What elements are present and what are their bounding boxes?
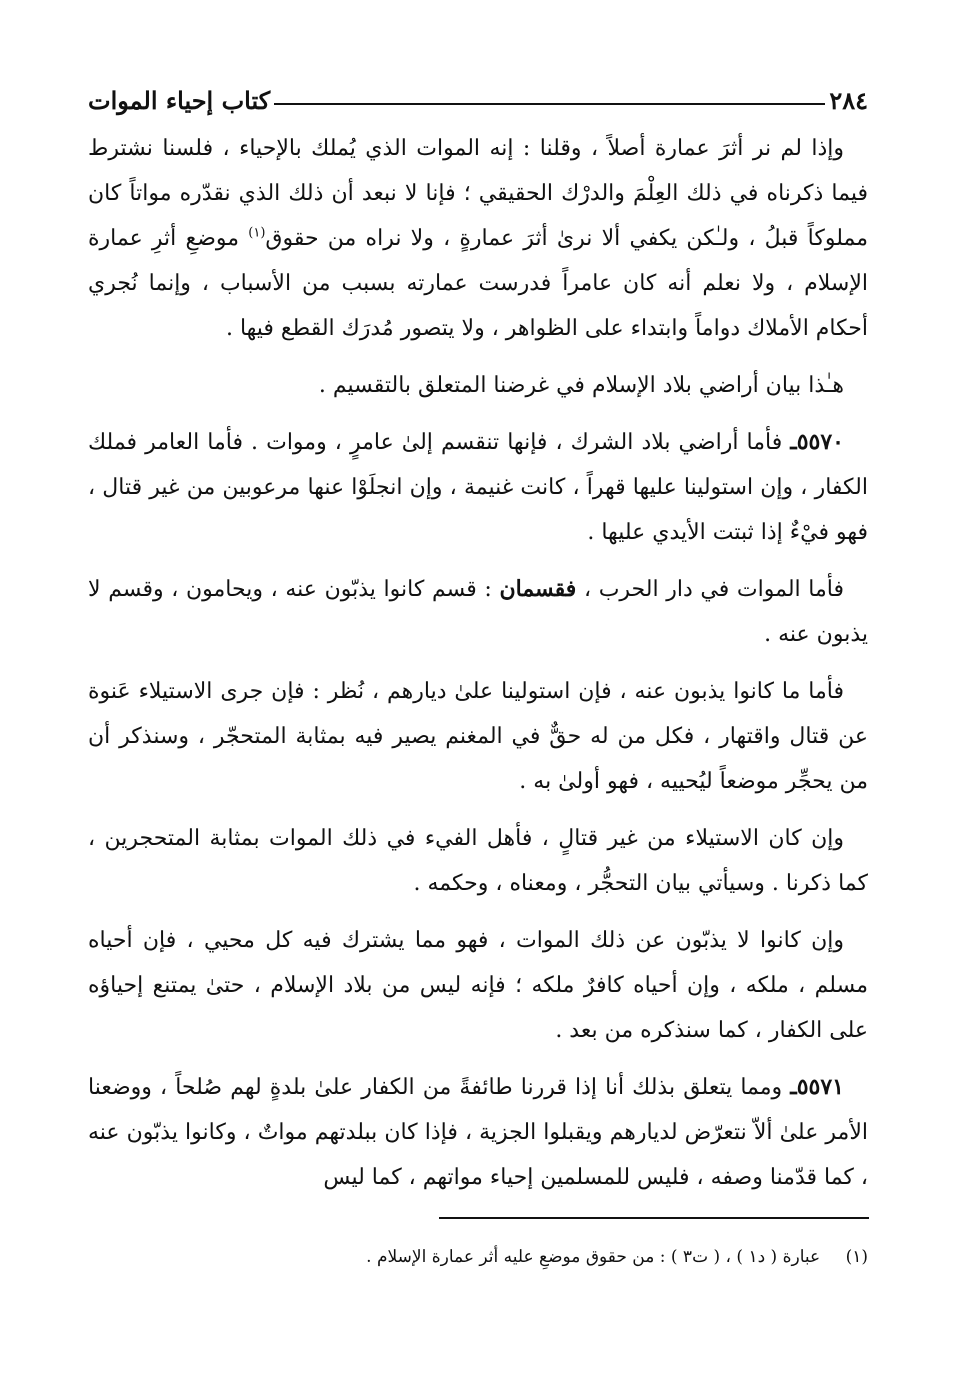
paragraph-number: ٥٥٧٠ـ	[790, 429, 844, 455]
paragraph-4	[88, 567, 868, 657]
footnote-text: عبارة ( د١ ) ، ( ت٣ ) : من حقوق موضعِ عليه أثر عمارة الإسلام .	[366, 1247, 821, 1267]
body-text	[88, 126, 868, 1212]
paragraph-text: هـٰذا بيان أراضي بلاد الإسلام في غرضنا المتعلق بالتقسيم .	[318, 373, 844, 398]
paragraph-text: ومما يتعلق بذلك أنا إذا قررنا طائفةً من الكفار علىٰ بلدةٍ لهم صُلحاً ، ووضعنا الأمر علىٰ ألاّ نتعرّض لديارهم ويقبلوا الجزية ، فإذا كان ببلدتهم مواتٌ ، وكانوا يذبّون عنه ، كما قدّمنا وصفه ، فليس للمسلمين إحياء مواتهم ، كما ليس	[88, 1075, 868, 1190]
paragraph-7	[88, 918, 868, 1053]
paragraph-text: وإن كانوا لا يذبّون عن ذلك الموات ، فهو مما يشترك فيه كل محيي ، فإن أحياه مسلم ، ملكه ، وإن أحياه كافرٌ ملكه ؛ فإنه ليس من بلاد الإسلام ، حتىٰ يمتنع إحياؤه على الكفار ، كما سنذكره من بعد .	[88, 928, 868, 1043]
footnote-marker: (١)	[845, 1247, 868, 1267]
paragraph-number: ٥٥٧١ـ	[790, 1074, 844, 1100]
paragraph-5	[88, 669, 868, 804]
paragraph-text: وإذا لم نر أثرَ عمارة أصلاً ، وقلنا : إنه الموات الذي يُملك بالإحياء ، فلسنا نشترط فيما ذكرناه في ذلك العِلْمَ والدرْك الحقيقي ؛ فإنا لا نبعد أن ذلك الذي نقدّره مواتاً كان مملوكاً قبلُ ، ولـٰكن يكفي ألا نرىٰ أثرَ عمارةٍ ، ولا نراه من حقوق	[88, 136, 868, 251]
page-header	[88, 80, 868, 120]
paragraph-text: فأما ما كانوا يذبون عنه ، فإن استولينا علىٰ ديارهم ، نُظر : فإن جرى الاستيلاء عَنوة عن قتال واقتهار ، فكل من له حقٌّ في المغنم يصير فيه بمثابة المتحجّر ، وسنذكر أن من يحجِّر موضعاً ليُحييه ، فهو أولىٰ به .	[88, 679, 868, 794]
footnote	[88, 1240, 868, 1274]
footnote-reference: (١)	[248, 225, 266, 241]
paragraph-8	[88, 1065, 868, 1200]
paragraph-text: وإن كان الاستيلاء من غير قتالٍ ، فأهل الفيء في ذلك الموات بمثابة المتحجرين ، كما ذكرنا . وسيأتي بيان التحجُّر ، ومعناه ، وحكمه .	[88, 826, 868, 896]
paragraph-2	[88, 363, 868, 408]
header-rule	[274, 103, 825, 105]
footnote-rule	[439, 1217, 869, 1219]
paragraph-text: فأما الموات في دار الحرب ،	[576, 577, 844, 602]
paragraph-text: : قسم كانوا يذبّون عنه ، ويحامون ، وقسم لا يذبون عنه .	[88, 577, 868, 647]
paragraph-text: فأما أراضي بلاد الشرك ، فإنها تنقسم إلىٰ عامرٍ ، وموات . فأما العامر فملك الكفار ، وإن استولينا عليها قهراً ، كانت غنيمة ، وإن انجلَوْا عنها مرعوبين من غير قتال ، فهو فيْءٌ إذا ثبتت الأيدي عليها .	[88, 430, 868, 545]
page-number: ٢٨٤	[829, 85, 868, 115]
paragraph-text: موضعِ أثرِ عمارة الإسلام ، ولا نعلم أنه كان عامراً فدرست عمارته بسبب من الأسباب ، وإنما نُجري أحكام الأملاك دواماً وابتداء على الظواهر ، ولا يتصور مُدرَك القطع فيها .	[88, 226, 869, 341]
paragraph-6	[88, 816, 868, 906]
paragraph-1	[88, 126, 868, 351]
keyword: فقسمان	[499, 576, 577, 602]
running-title: كتاب إحياء الموات	[88, 85, 271, 115]
paragraph-3	[88, 420, 868, 555]
